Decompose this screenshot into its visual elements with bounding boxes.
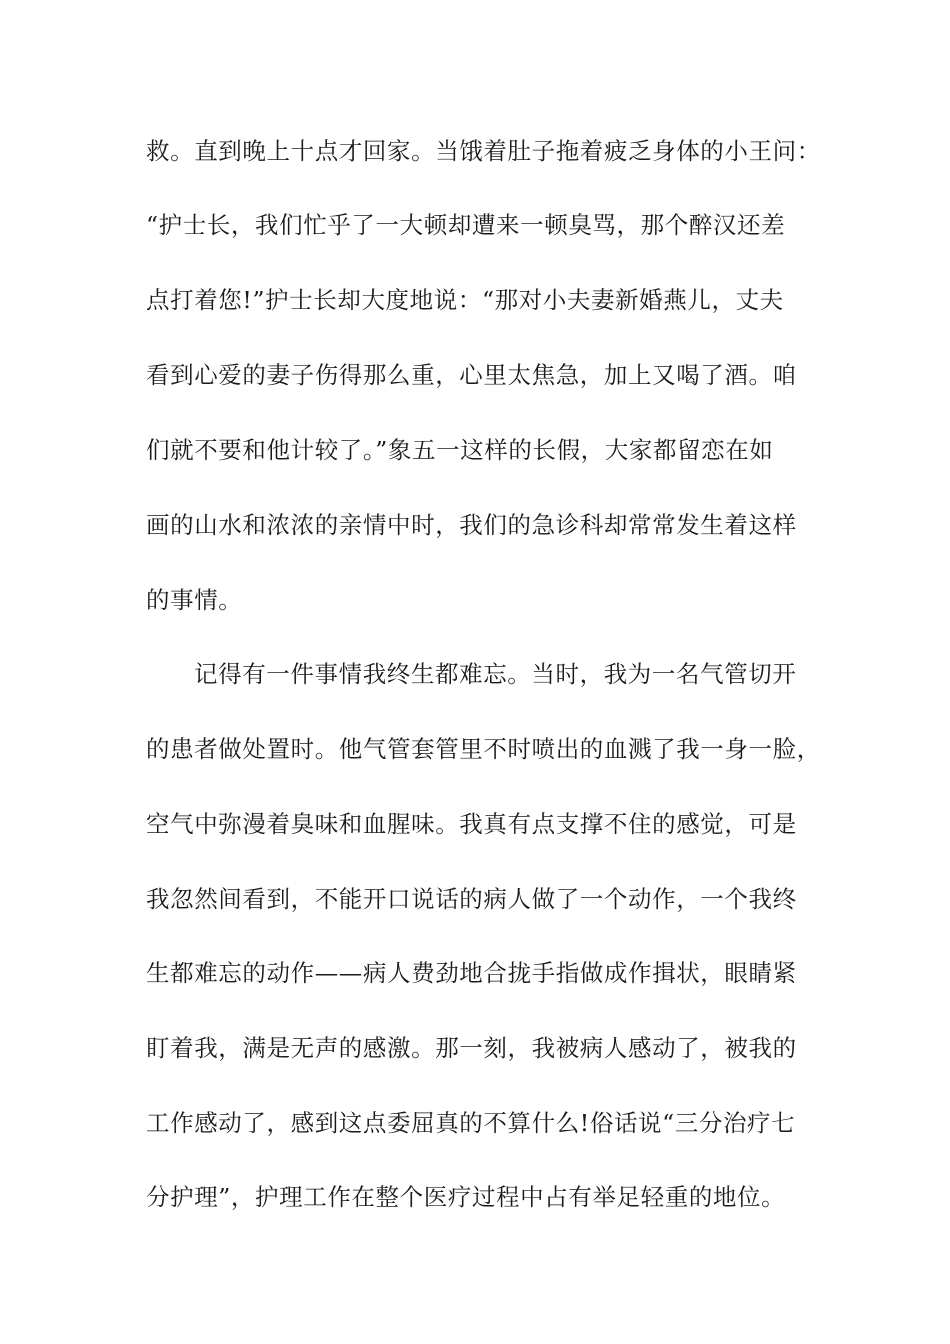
text-line: 我忽然间看到，不能开口说话的病人做了一个动作，一个我终 (146, 885, 797, 913)
text-line: 空气中弥漫着臭味和血腥味。我真有点支撑不住的感觉，可是 (146, 810, 797, 838)
text-line: 生都难忘的动作——病人费劲地合拢手指做成作揖状，眼睛紧 (146, 959, 797, 987)
text-line: 的患者做处置时。他气管套管里不时喷出的血溅了我一身一脸， (146, 735, 821, 763)
text-line: 分护理”，护理工作在整个医疗过程中占有举足轻重的地位。 (146, 1183, 786, 1211)
text-line: 点打着您!”护士长却大度地说：“那对小夫妻新婚燕儿，丈夫 (146, 286, 784, 314)
text-line: 救。直到晚上十点才回家。当饿着肚子拖着疲乏身体的小王问： (146, 137, 821, 165)
text-line: “护士长，我们忙乎了一大顿却遭来一顿臭骂，那个醉汉还差 (146, 211, 786, 239)
text-line: 工作感动了，感到这点委屈真的不算什么!俗话说“三分治疗七 (146, 1109, 796, 1137)
text-line: 们就不要和他计较了。”象五一这样的长假，大家都留恋在如 (146, 436, 774, 464)
text-line: 看到心爱的妻子伤得那么重，心里太焦急，加上又喝了酒。咱 (146, 361, 797, 389)
text-line: 画的山水和浓浓的亲情中时，我们的急诊科却常常发生着这样 (146, 511, 797, 539)
text-line: 盯着我，满是无声的感激。那一刻，我被病人感动了，被我的 (146, 1034, 797, 1062)
paragraph-start-line: 记得有一件事情我终生都难忘。当时，我为一名气管切开 (194, 660, 797, 688)
text-line: 的事情。 (146, 586, 243, 614)
